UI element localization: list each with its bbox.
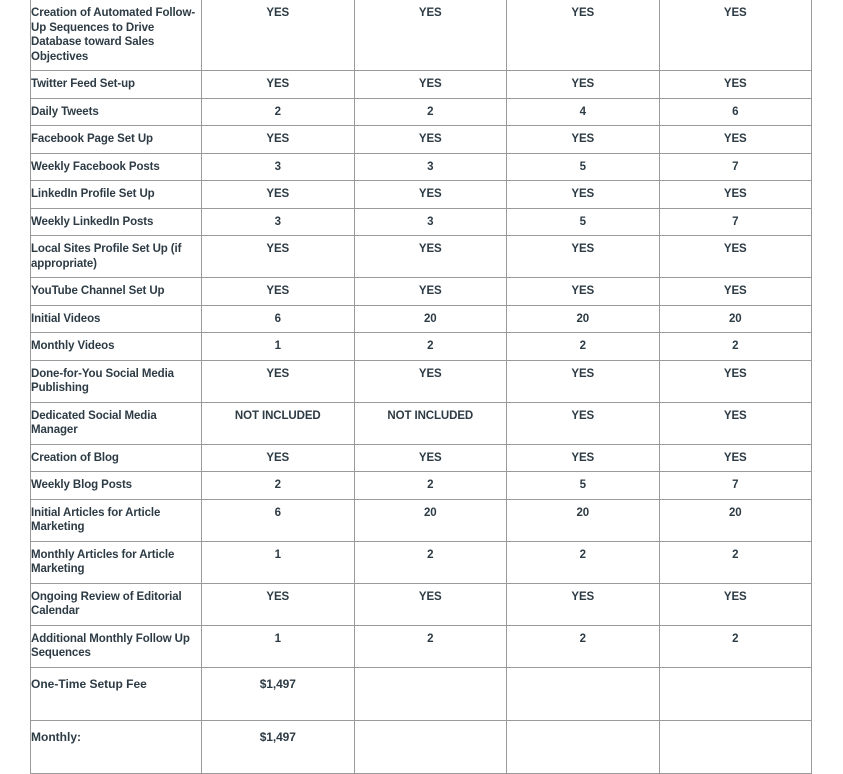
cell-value: YES	[354, 181, 507, 209]
price-label: One-Time Setup Fee	[31, 667, 202, 720]
price-value: $1,497	[202, 720, 355, 773]
feature-label: Dedicated Social Media Manager	[31, 402, 202, 444]
cell-value: YES	[354, 444, 507, 472]
cell-value: 2	[659, 625, 812, 667]
cell-value: 7	[659, 208, 812, 236]
pricing-comparison-table-wrapper	[30, 0, 811, 774]
cell-value: 2	[354, 98, 507, 126]
cell-value: YES	[202, 126, 355, 154]
cell-value: 20	[354, 305, 507, 333]
cell-value: YES	[507, 583, 660, 625]
cell-value: 20	[659, 499, 812, 541]
cell-value: 3	[354, 153, 507, 181]
cell-value: YES	[507, 181, 660, 209]
cell-value: YES	[659, 402, 812, 444]
feature-label: Additional Monthly Follow Up Sequences	[31, 625, 202, 667]
table-row	[31, 444, 812, 472]
table-row	[31, 583, 812, 625]
feature-label: Done-for-You Social Media Publishing	[31, 360, 202, 402]
cell-value: 20	[354, 499, 507, 541]
cell-value: YES	[659, 360, 812, 402]
cell-value: YES	[202, 444, 355, 472]
cell-value: YES	[354, 236, 507, 278]
feature-label: Monthly Videos	[31, 333, 202, 361]
price-value: $1,497	[507, 667, 660, 720]
cell-value: 2	[507, 541, 660, 583]
cell-value: YES	[354, 71, 507, 99]
cell-value: 7	[659, 153, 812, 181]
table-row	[31, 126, 812, 154]
cell-value: YES	[659, 236, 812, 278]
feature-label: Monthly Articles for Article Marketing	[31, 541, 202, 583]
feature-label: Initial Videos	[31, 305, 202, 333]
price-value: $8,997	[659, 720, 812, 773]
cell-value: YES	[202, 181, 355, 209]
table-row	[31, 0, 812, 71]
table-row	[31, 236, 812, 278]
cell-value: NOT INCLUDED	[354, 402, 507, 444]
feature-label: Initial Articles for Article Marketing	[31, 499, 202, 541]
cell-value: 6	[202, 499, 355, 541]
table-row	[31, 625, 812, 667]
cell-value: YES	[659, 71, 812, 99]
feature-label: Ongoing Review of Editorial Calendar	[31, 583, 202, 625]
cell-value: 2	[507, 333, 660, 361]
feature-label: Daily Tweets	[31, 98, 202, 126]
cell-value: YES	[507, 126, 660, 154]
feature-label: Weekly LinkedIn Posts	[31, 208, 202, 236]
cell-value: 5	[507, 472, 660, 500]
table-row	[31, 541, 812, 583]
pricing-table-body	[31, 0, 812, 773]
feature-label: YouTube Channel Set Up	[31, 278, 202, 306]
table-row	[31, 499, 812, 541]
price-label: Monthly:	[31, 720, 202, 773]
price-value: $1,497	[659, 667, 812, 720]
cell-value: YES	[354, 0, 507, 71]
cell-value: YES	[354, 583, 507, 625]
cell-value: YES	[202, 278, 355, 306]
cell-value: 2	[507, 625, 660, 667]
feature-label: Weekly Facebook Posts	[31, 153, 202, 181]
cell-value: YES	[507, 360, 660, 402]
feature-label: Creation of Blog	[31, 444, 202, 472]
cell-value: NOT INCLUDED	[202, 402, 355, 444]
table-row	[31, 278, 812, 306]
table-row	[31, 472, 812, 500]
cell-value: YES	[354, 126, 507, 154]
cell-value: YES	[202, 360, 355, 402]
cell-value: YES	[202, 583, 355, 625]
cell-value: 2	[354, 333, 507, 361]
cell-value: 6	[659, 98, 812, 126]
cell-value: 2	[659, 541, 812, 583]
table-row	[31, 402, 812, 444]
cell-value: YES	[507, 278, 660, 306]
price-row	[31, 720, 812, 773]
cell-value: 2	[354, 625, 507, 667]
cell-value: 6	[202, 305, 355, 333]
cell-value: 2	[354, 472, 507, 500]
cell-value: 20	[507, 499, 660, 541]
price-value: $5,997	[507, 720, 660, 773]
cell-value: 3	[202, 153, 355, 181]
cell-value: 3	[202, 208, 355, 236]
feature-label: LinkedIn Profile Set Up	[31, 181, 202, 209]
feature-label: Creation of Automated Follow-Up Sequences to Drive Database toward Sales Objectives	[31, 0, 202, 71]
cell-value: 4	[507, 98, 660, 126]
cell-value: 1	[202, 625, 355, 667]
cell-value: YES	[659, 181, 812, 209]
cell-value: 2	[202, 472, 355, 500]
cell-value: YES	[659, 444, 812, 472]
cell-value: 2	[354, 541, 507, 583]
cell-value: 5	[507, 153, 660, 181]
cell-value: 1	[202, 333, 355, 361]
cell-value: YES	[659, 583, 812, 625]
table-row	[31, 98, 812, 126]
table-row	[31, 153, 812, 181]
cell-value: 20	[659, 305, 812, 333]
cell-value: YES	[659, 278, 812, 306]
cell-value: YES	[659, 0, 812, 71]
cell-value: YES	[202, 71, 355, 99]
cell-value: YES	[202, 236, 355, 278]
price-value: $2,997	[354, 720, 507, 773]
cell-value: 5	[507, 208, 660, 236]
cell-value: YES	[354, 278, 507, 306]
table-row	[31, 360, 812, 402]
cell-value: YES	[354, 360, 507, 402]
price-value: $1,497	[354, 667, 507, 720]
cell-value: 7	[659, 472, 812, 500]
pricing-comparison-table	[30, 0, 812, 774]
cell-value: 1	[202, 541, 355, 583]
cell-value: YES	[202, 0, 355, 71]
table-row	[31, 208, 812, 236]
table-row	[31, 333, 812, 361]
cell-value: YES	[507, 444, 660, 472]
cell-value: 2	[659, 333, 812, 361]
feature-label: Weekly Blog Posts	[31, 472, 202, 500]
table-row	[31, 305, 812, 333]
price-value: $1,497	[202, 667, 355, 720]
cell-value: YES	[507, 0, 660, 71]
table-row	[31, 181, 812, 209]
cell-value: YES	[507, 236, 660, 278]
cell-value: YES	[659, 126, 812, 154]
price-row	[31, 667, 812, 720]
feature-label: Facebook Page Set Up	[31, 126, 202, 154]
feature-label: Local Sites Profile Set Up (if appropriate)	[31, 236, 202, 278]
cell-value: YES	[507, 71, 660, 99]
cell-value: 20	[507, 305, 660, 333]
cell-value: YES	[507, 402, 660, 444]
feature-label: Twitter Feed Set-up	[31, 71, 202, 99]
cell-value: 3	[354, 208, 507, 236]
table-row	[31, 71, 812, 99]
cell-value: 2	[202, 98, 355, 126]
